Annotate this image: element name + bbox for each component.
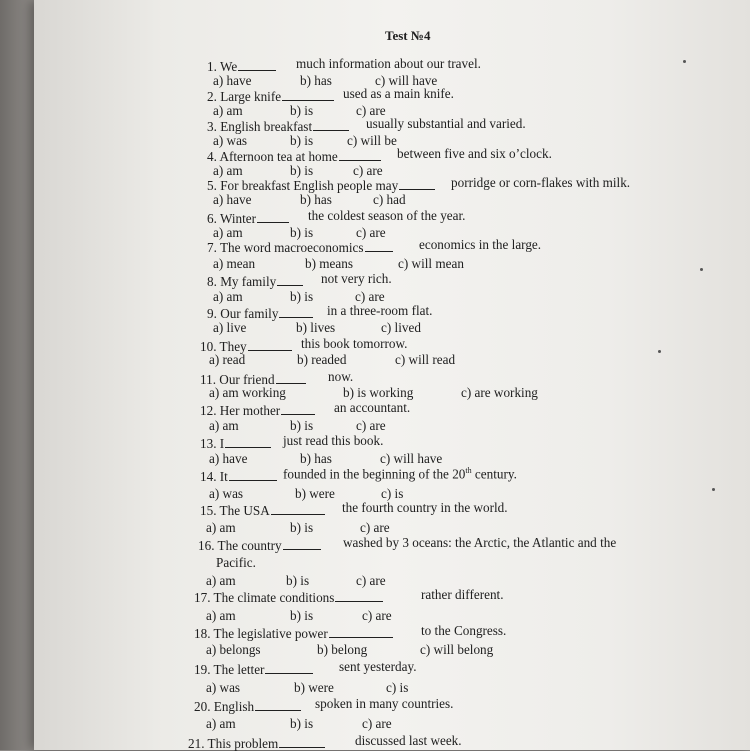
answer-option-a[interactable]: a) live [213,320,247,335]
question-17 [194,590,384,604]
question-tail: founded in the beginning of the 20 [283,466,466,482]
question-stem: Her mother [219,403,281,418]
question-continuation [339,660,417,673]
question-9 [207,306,314,320]
question-5 [207,178,436,192]
answer-option-b[interactable]: b) is [290,225,314,240]
question-tail: rather different. [421,587,504,602]
question-tail: this book tomorrow. [301,336,408,351]
question-tail: washed by 3 oceans: the Arctic, the Atlantic and the [343,535,617,550]
answer-blank[interactable] [339,149,381,161]
answer-blank[interactable] [335,590,383,602]
answer-option-c[interactable]: c) are [353,163,383,178]
question-continuation [342,501,508,514]
answer-option-b[interactable]: b) has [300,73,332,88]
question-number: 21. [188,736,208,751]
answer-blank[interactable] [257,211,289,223]
question-tail: used as a main knife. [343,86,454,101]
speck [700,268,703,271]
question-tail: an accountant. [334,400,411,415]
question-number: 17. [194,590,214,605]
question-continuation [397,147,552,160]
question-number: 2. [207,89,221,104]
question-wrap-line: Pacific. [216,555,256,570]
question-tail: sent yesterday. [339,659,417,674]
answer-option-b[interactable]: b) were [294,680,334,695]
question-stem: Large knife [220,89,282,104]
question-15 [200,503,326,517]
question-continuation [334,401,410,414]
answer-option-a[interactable]: a) was [209,486,244,501]
test-title: Test №4 [385,28,431,43]
answer-blank[interactable] [279,736,325,748]
answer-option-c[interactable]: c) are [356,418,386,433]
question-number: 7. [207,240,220,255]
question-continuation [283,434,383,447]
question-continuation [421,624,506,637]
question-tail: usually substantial and varied. [366,116,526,131]
answer-option-a[interactable]: a) have [213,192,252,207]
question-continuation [308,209,465,222]
answer-option-a[interactable]: a) was [213,133,248,148]
question-tail: spoken in many countries. [315,696,454,711]
question-stem: The country [217,538,282,553]
answer-option-b[interactable]: b) is [290,133,314,148]
answer-blank[interactable] [283,538,321,550]
answer-option-c[interactable]: c) are [356,225,386,240]
question-stem: English breakfast [220,119,313,134]
question-4 [207,149,382,163]
question-stem: The legislative power [213,626,328,641]
answer-option-a[interactable]: a) mean [213,256,256,271]
answer-blank[interactable] [265,662,313,674]
answer-blank[interactable] [365,240,393,252]
question-tail: economics in the large. [419,237,542,252]
answer-option-a[interactable]: a) was [206,680,241,695]
question-8 [207,274,304,288]
answer-option-b[interactable]: b) is [290,163,314,178]
answer-blank[interactable] [229,469,277,481]
question-1 [207,59,277,73]
superscript: th [465,466,472,475]
answer-option-c[interactable]: c) will read [395,352,456,367]
question-tail: porridge or corn-flakes with milk. [451,175,631,190]
question-stem: It [219,469,228,484]
question-continuation [421,588,504,601]
answer-option-c[interactable]: c) are [355,289,385,304]
answer-option-a[interactable]: a) am [213,103,243,118]
question-stem: They [219,339,247,354]
question-continuation [315,697,453,710]
answer-option-c[interactable]: c) are [356,573,386,588]
question-stem: Our friend [219,372,275,387]
question-stem: This problem [207,736,279,751]
question-tail: not very rich. [321,271,392,286]
question-number: 12. [200,403,220,418]
answer-option-c[interactable]: c) will have [375,73,438,88]
question-16 [198,538,322,552]
question-tail: the fourth country in the world. [342,500,508,515]
question-number: 5. [207,178,221,193]
question-19 [194,662,314,676]
answer-blank[interactable] [225,436,271,448]
question-continuation [419,238,541,251]
question-continuation [366,117,526,130]
question-stem: For breakfast English people may [220,178,399,193]
answer-option-b[interactable]: b) is [290,716,314,731]
question-tail: to the Congress. [421,623,507,638]
question-20 [194,699,302,713]
answer-option-c[interactable]: c) are [360,520,390,535]
question-tail-end: century. [471,466,517,482]
answer-blank[interactable] [276,372,306,384]
answer-option-c[interactable]: c) will be [347,133,397,148]
answer-option-b[interactable]: b) is [290,520,314,535]
question-continuation [343,536,616,549]
question-number: 1. [207,59,220,74]
answer-option-b[interactable]: b) is [290,418,314,433]
question-stem: We [219,59,238,74]
answer-option-c[interactable]: c) are [356,103,386,118]
answer-option-b[interactable]: b) means [305,256,353,271]
question-number: 10. [200,339,220,354]
question-number: 15. [200,503,220,518]
answer-option-a[interactable]: a) read [209,352,246,367]
answer-blank[interactable] [329,626,393,638]
speck [683,60,686,63]
answer-option-b[interactable]: b) is working [343,385,414,400]
question-number: 3. [207,119,221,134]
question-number: 19. [194,662,214,677]
answer-option-c[interactable]: c) are [362,608,392,623]
answer-option-b[interactable]: b) lives [296,320,336,335]
question-stem: Winter [219,211,257,226]
question-stem: English [213,699,255,714]
question-number: 20. [194,699,214,714]
question-stem: The climate conditions [213,590,335,605]
question-13 [200,436,272,450]
question-tail: now. [328,369,354,384]
question-number: 8. [207,274,221,289]
question-2 [207,89,335,103]
question-stem: The letter [213,662,265,677]
question-continuation [451,176,630,189]
question-3 [207,119,350,133]
answer-option-b[interactable]: b) readed [297,352,347,367]
question-continuation [328,370,353,383]
speck [712,488,715,491]
answer-option-b[interactable]: b) belong [317,642,368,657]
question-number: 18. [194,626,214,641]
answer-option-b[interactable]: b) is [286,573,310,588]
question-number: 9. [207,306,221,321]
answer-option-a[interactable]: a) am [206,608,236,623]
question-number: 4. [207,149,220,164]
answer-option-a[interactable]: a) am [209,418,239,433]
answer-blank[interactable] [279,306,313,318]
answer-option-a[interactable]: a) am [206,573,236,588]
answer-option-b[interactable]: b) were [295,486,335,501]
answer-option-b[interactable]: b) is [290,103,314,118]
answer-blank[interactable] [238,59,276,71]
answer-option-b[interactable]: b) has [300,451,332,466]
question-continuation [327,304,432,317]
answer-option-b[interactable]: b) is [290,608,314,623]
answer-option-a[interactable]: a) have [213,73,252,88]
question-tail: between five and six o’clock. [397,146,552,161]
question-18 [194,626,394,640]
question-stem: Our family [220,306,279,321]
question-stem: My family [220,274,277,289]
question-number: 16. [198,538,218,553]
answer-option-c[interactable]: c) had [373,192,406,207]
question-continuation [296,57,481,70]
question-12 [200,403,316,417]
question-number: 13. [200,436,220,451]
question-tail: in a three-room flat. [327,303,433,318]
answer-blank[interactable] [313,119,349,131]
answer-option-c[interactable]: c) are [362,716,392,731]
question-7 [207,240,394,254]
answer-blank[interactable] [271,503,325,515]
answer-blank[interactable] [281,403,315,415]
question-number: 11. [200,372,220,387]
answer-option-c[interactable]: c) lived [381,320,421,335]
question-continuation [283,467,517,481]
question-continuation [343,87,454,100]
question-14 [200,469,278,483]
answer-option-b[interactable]: b) has [300,192,332,207]
answer-option-c[interactable]: c) is [381,486,404,501]
answer-option-c[interactable]: c) is [386,680,409,695]
question-6 [207,211,290,225]
answer-option-a[interactable]: a) am [213,225,243,240]
question-tail: the coldest season of the year. [308,208,466,223]
answer-blank[interactable] [399,178,435,190]
question-continuation [321,272,392,285]
answer-option-a[interactable]: a) am [213,163,243,178]
answer-option-b[interactable]: b) is [290,289,314,304]
question-continuation [355,734,462,747]
answer-option-c[interactable]: c) will belong [420,642,494,657]
question-stem: Afternoon tea at home [219,149,338,164]
question-number: 6. [207,211,220,226]
question-21 [188,736,326,750]
answer-option-a[interactable]: a) have [209,451,248,466]
answer-option-a[interactable]: a) am [206,520,236,535]
answer-option-a[interactable]: a) am [213,289,243,304]
answer-blank[interactable] [255,699,301,711]
answer-blank[interactable] [277,274,303,286]
question-tail: just read this book. [283,433,384,448]
speck [658,350,661,353]
answer-blank[interactable] [282,89,334,101]
answer-option-a[interactable]: a) am [206,716,236,731]
question-stem: The USA [219,503,270,518]
answer-option-c[interactable]: c) will have [380,451,443,466]
question-number: 14. [200,469,220,484]
question-stem: The word macroeconomics [219,240,364,255]
question-tail: much information about our travel. [296,56,481,71]
answer-option-c[interactable]: c) are working [461,385,538,400]
answer-option-a[interactable]: a) belongs [206,642,261,657]
question-tail: discussed last week. [355,733,462,748]
answer-blank[interactable] [248,339,292,351]
question-stem: I [219,436,225,451]
answer-option-a[interactable]: a) am working [209,385,286,400]
answer-option-c[interactable]: c) will mean [398,256,464,271]
question-continuation [301,337,407,350]
